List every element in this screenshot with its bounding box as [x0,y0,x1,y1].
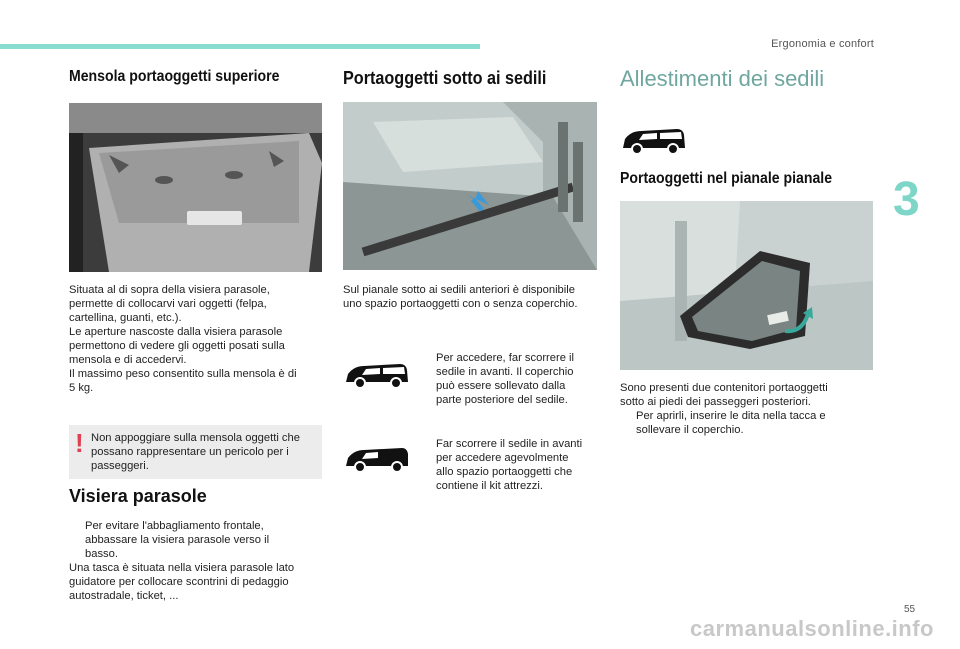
text-line: sollevare il coperchio. [636,424,744,436]
text-line: per accedere agevolmente [436,452,569,464]
text-line: permette di collocarvi vari oggetti (felpa, [69,298,267,310]
text-line: Sono presenti due contenitori portaoggetti [620,382,828,394]
text-line: abbassare la visiera parasole verso il [85,534,270,546]
text-line: 5 kg. [69,382,94,394]
bullet-icon [620,409,628,437]
warning-icon: ! [75,428,84,458]
warning-box [69,425,322,479]
text-line: Far scorrere il sedile in avanti [436,438,583,450]
text-line: contiene il kit attrezzi. [436,480,543,492]
text-line: basso. [85,548,118,560]
visiera-text [69,561,324,603]
visiera-bullet [69,519,324,561]
text-line: uno spazio portaoggetti con o senza coperchio. [343,298,578,310]
text-line: Le aperture nascoste dalla visiera parasole [69,326,283,338]
warning-text [91,431,317,473]
floor-storage-photo [620,201,873,370]
text-line: Non appoggiare sulla mensola oggetti che [91,432,300,444]
text-line: può essere sollevato dalla [436,380,566,392]
van-icon [621,124,687,161]
under-seat-storage-photo [343,102,597,270]
text-line: guidatore per collocare scontrini di pedaggio [69,576,289,588]
page-number: 55 [904,604,916,615]
text-line: Sul pianale sotto ai sedili anteriori è disponibile [343,284,575,296]
text-line: sedile in avanti. Il coperchio [436,366,574,378]
bullet-icon [69,519,77,561]
text-line: autostradale, ticket, ... [69,590,179,602]
text-line: passeggeri. [91,460,149,472]
text-line: mensola e di accedervi. [69,354,187,366]
text-line: sotto ai piedi dei passeggeri posteriori. [620,396,811,408]
col2-bullet2 [420,437,600,493]
sun-visor-shelf-photo [69,103,322,272]
text-line: allo spazio portaoggetti che [436,466,573,478]
text-line: Per evitare l'abbagliamento frontale, [85,520,264,532]
text-line: permettono di vedere gli oggetti posati sulla [69,340,285,352]
text-line: cartellina, guanti, etc.). [69,312,182,324]
van-icon [344,360,410,395]
text-line: Per aprirli, inserire le dita nella tacca e [636,410,826,422]
col3-title: Allestimenti dei sedili [620,66,825,91]
watermark: carmanualsonline.info [690,616,934,641]
col1-title: Mensola portaoggetti superiore [69,68,280,85]
col1-paragraph [69,283,324,395]
text-line: Situata al di sopra della visiera parasole, [69,284,270,296]
section-title: Ergonomia e confort [771,38,874,50]
bullet-icon [420,351,428,407]
text-line: Il massimo peso consentito sulla mensola è di [69,368,297,380]
header-accent-bar [0,44,480,49]
col3-paragraph [620,381,880,437]
text-line: Per accedere, far scorrere il [436,352,575,364]
col2-paragraph [343,283,603,311]
col2-title: Portaoggetti sotto ai sedili [343,68,547,88]
text-line: Una tasca è situata nella visiera parasole lato [69,562,295,574]
visiera-title: Visiera parasole [69,486,207,506]
chapter-number: 3 [893,173,920,226]
col2-bullet1 [420,351,600,407]
col3-subtitle: Portaoggetti nel pianale pianale [620,170,833,187]
text-line: possano rappresentare un pericolo per i [91,446,289,458]
text-line: parte posteriore del sedile. [436,394,568,406]
bullet-icon [420,437,428,493]
van-long-icon [344,444,410,479]
